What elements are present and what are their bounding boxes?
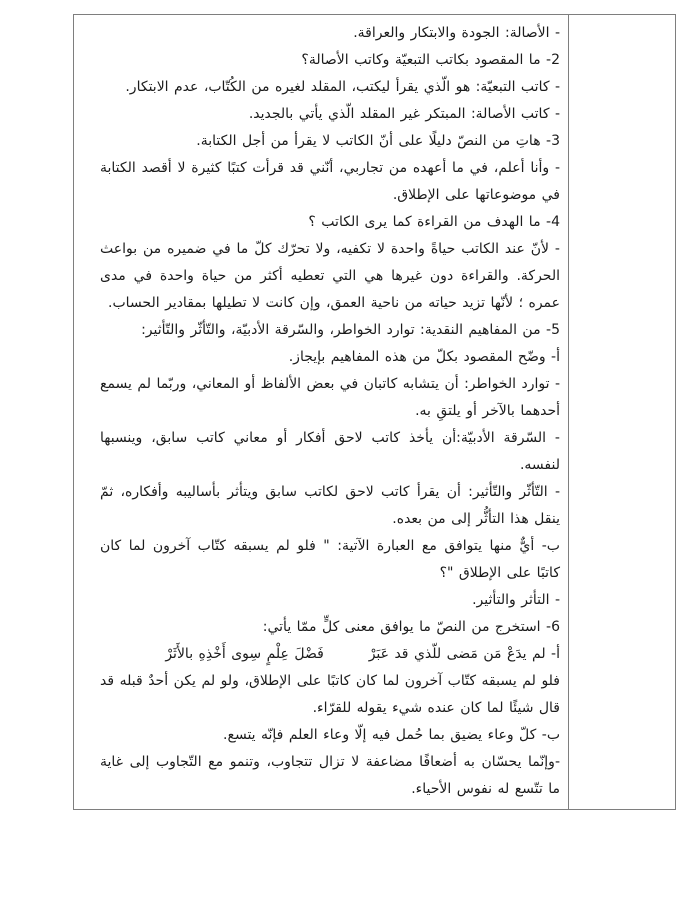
answer-question-3: - وأنا أعلم، في ما أعهده من تجاربي، أنّني قد قرأت كتبًا كثيرة لا أقصد الكتابة في موضوعاتها على الإطلاق. bbox=[100, 160, 560, 203]
answers-text-cell bbox=[74, 15, 568, 809]
question-4: 4- ما الهدف من القراءة كما يرى الكاتب ؟ bbox=[308, 214, 560, 230]
question-6: 6- استخرج من النصّ ما يوافق معنى كلٍّ ممّا يأتي: bbox=[262, 619, 560, 635]
answer-originality-writer: - كاتب الأصالة: المبتكر غير المقلد الّذي يأتي بالجديد. bbox=[248, 106, 560, 122]
answer-dependency-writer: - كاتب التبعيّة: هو الّذي يقرأ ليكتب، المقلد لغيره من الكُتّاب، عدم الابتكار. bbox=[125, 79, 560, 95]
question-2: 2- ما المقصود بكاتب التبعيّة وكاتب الأصالة؟ bbox=[301, 52, 560, 68]
answer-question-4: - لأنّ عند الكاتب حياةً واحدة لا تكفيه، ولا تحرّك كلّ ما في ضميره من بواعث الحركة. والقراءة دون غيرها هي التي تعطيه أكثر من حياة واحدة في مدى عمره ؛ لأنّها تزيد حياته من ناحية العمق، وإن كانت لا تطيلها بمقادير الحساب. bbox=[100, 241, 560, 311]
question-5a: أ- وضّح المقصود بكلّ من هذه المفاهيم بإيجاز. bbox=[288, 349, 560, 365]
question-5: 5- من المفاهيم النقدية: توارد الخواطر، والسّرقة الأدبيّة، والتّأثّر والتّأثير: bbox=[141, 322, 560, 338]
answer-question-6b: -وإنّما يحسّان به أضعافًا مضاعفة لا تزال تتجاوب، وتنمو مع التّجاوب إلى غاية ما تتّسع له نفوس الأحياء. bbox=[100, 754, 560, 797]
answer-literary-theft: - السّرقة الأدبيّة:أن يأخذ كاتب لاحق أفكار أو معاني كاتب سابق، وينسبها لنفسه. bbox=[100, 430, 560, 473]
answer-question-5b: - التأثر والتأثير. bbox=[472, 592, 560, 608]
question-3: 3- هاتِ من النصّ دليلًا على أنّ الكاتب لا يقرأ من أجل الكتابة. bbox=[196, 133, 560, 149]
question-5b: ب- أيٌّ منها يتوافق مع العبارة الآتية: " فلو لم يسبقه كتّاب آخرون لما كان كاتبًا على الإطلاق "؟ bbox=[100, 538, 560, 581]
verse-second-hemistich: فَضْلَ عِلْمٍ سِوى أَخْذِهِ بالأَثَرْ bbox=[165, 646, 324, 662]
answer-thought-coincidence: - توارد الخواطر: أن يتشابه كاتبان في بعض الألفاظ أو المعاني، وربّما لم يسمع أحدهما بالآخر أو يلتقِ به. bbox=[100, 376, 560, 419]
verse-first-hemistich: أ- لم يدَعْ مَن مَضى للّذي قد عَبَرْ bbox=[368, 646, 560, 662]
answer-sheet-table bbox=[73, 14, 676, 810]
answer-influence-definition: - التّأثّر والتّأثير: أن يقرأ كاتب لاحق لكاتب سابق ويتأثر بأساليبه وأفكاره، ثمّ ينقل هذا التأثُّر إلى من بعده. bbox=[100, 484, 560, 527]
poetry-verse-line bbox=[100, 641, 560, 668]
empty-margin-column bbox=[568, 15, 675, 809]
question-6b-phrase: ب- كلّ وعاء يضيق بما حُمل فيه إلّا وعاء العلم فإنّه يتسع. bbox=[223, 727, 560, 743]
answer-originality-definition: - الأصالة: الجودة والابتكار والعراقة. bbox=[353, 25, 560, 41]
answer-question-6a: فلو لم يسبقه كتّاب آخرون لما كان كاتبًا على الإطلاق، ولو لم يكن أحدٌ قبله قد قال شيئًا لما كان عنده شيء يقوله للقرّاء. bbox=[100, 673, 560, 716]
